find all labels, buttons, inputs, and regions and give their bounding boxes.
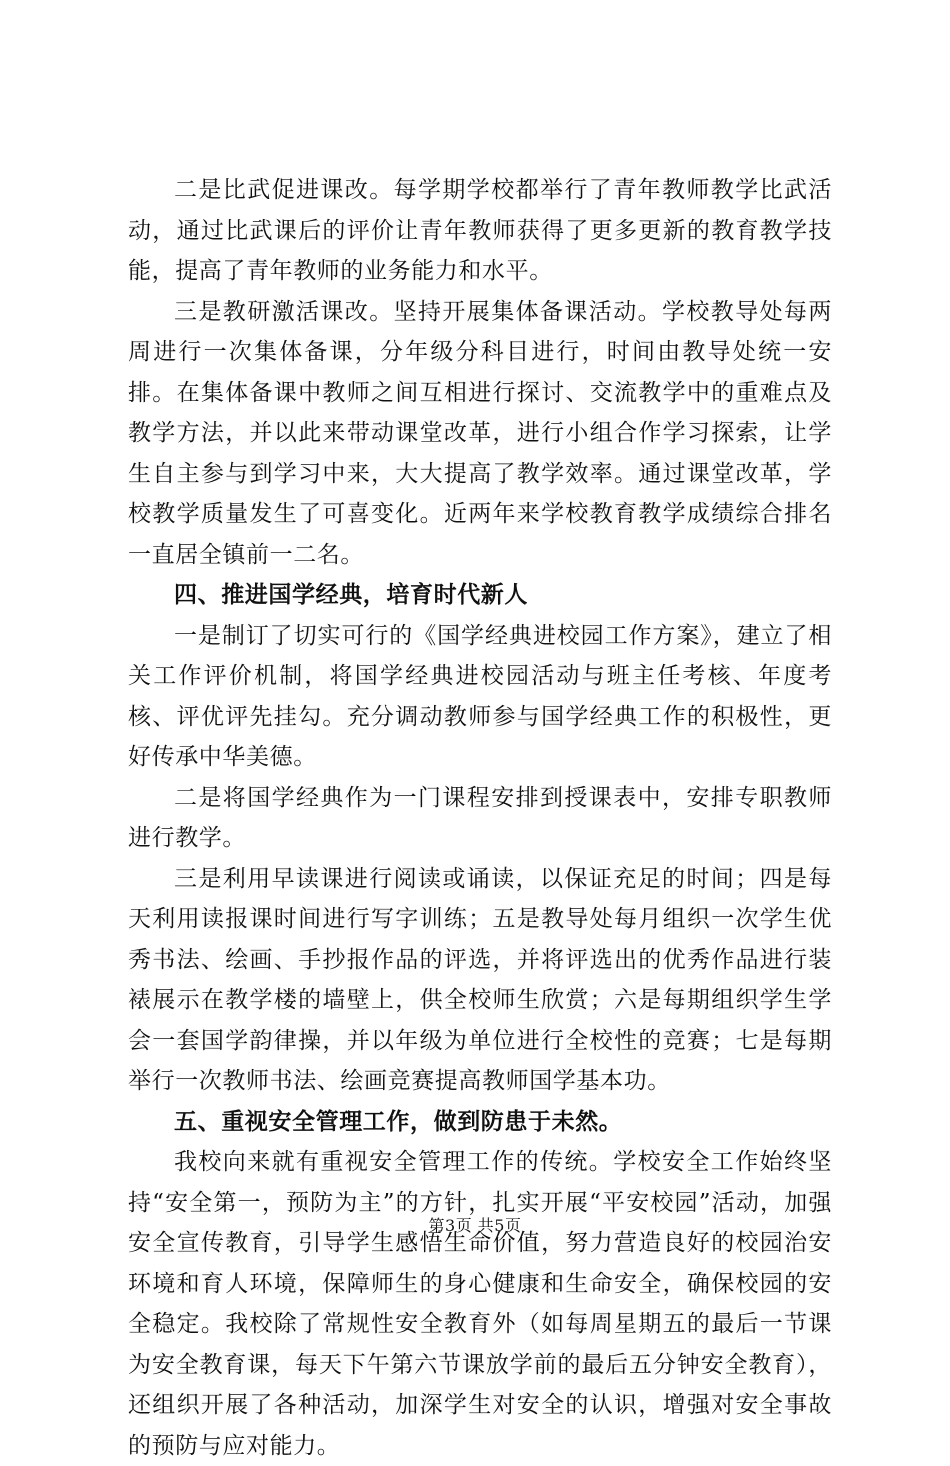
section-heading-anquan: 五、重视安全管理工作，做到防患于未然。 xyxy=(174,1107,623,1135)
paragraph-fangan: 一是制订了切实可行的《国学经典进校园工作方案》，建立了相关工作评价机制，将国学经典进校园活动与班主任考核、年度考核、评优评先挂勾。充分调动教师参与国学经典工作的积极性，更好传承中华美德。 xyxy=(128,622,832,770)
paragraph-bisai: 二是比武促进课改。每学期学校都举行了青年教师教学比武活动，通过比武课后的评价让青年教师获得了更多更新的教育教学技能，提高了青年教师的业务能力和水平。 xyxy=(128,177,832,284)
document-body xyxy=(128,170,832,1466)
section-heading-guoxue: 四、推进国学经典，培育时代新人 xyxy=(174,581,528,608)
paragraph-kecheng: 二是将国学经典作为一门课程安排到授课表中，安排专职教师进行教学。 xyxy=(128,784,832,851)
paragraph-anquan: 我校向来就有重视安全管理工作的传统。学校安全工作始终坚持“安全第一，预防为主”的方针，扎实开展“平安校园”活动，加强安全宣传教育，引导学生感悟生命价值，努力营造良好的校园治安环境和育人环境，保障师生的身心健康和生命安全，确保校园的安全稳定。我校除了常规性安全教育外（如每周星期五的最后一节课为安全教育课，每天下午第六节课放学前的最后五分钟安全教育），还组织开展了各种活动，加深学生对安全的认识，增强对安全事故的预防与应对能力。 xyxy=(128,1149,832,1459)
paragraph-zaodu: 三是利用早读课进行阅读或诵读，以保证充足的时间；四是每天利用读报课时间进行写字训练；五是教导处每月组织一次学生优秀书法、绘画、手抄报作品的评选，并将评选出的优秀作品进行装裱展示在教学楼的墙壁上，供全校师生欣赏；六是每期组织学生学会一套国学韵律操，并以年级为单位进行全校性的竞赛；七是每期举行一次教师书法、绘画竞赛提高教师国学基本功。 xyxy=(128,865,832,1094)
page-number-footer: 第3页 共5页 xyxy=(428,1216,522,1235)
paragraph-jiaoyan: 三是教研激活课改。坚持开展集体备课活动。学校教导处每两周进行一次集体备课，分年级分科目进行，时间由教导处统一安排。在集体备课中教师之间互相进行探讨、交流教学中的重难点及教学方法，并以此来带动课堂改革，进行小组合作学习探索，让学生自主参与到学习中来，大大提高了教学效率。通过课堂改革，学校教学质量发生了可喜变化。近两年来学校教育教学成绩综合排名一直居全镇前一二名。 xyxy=(128,298,832,568)
